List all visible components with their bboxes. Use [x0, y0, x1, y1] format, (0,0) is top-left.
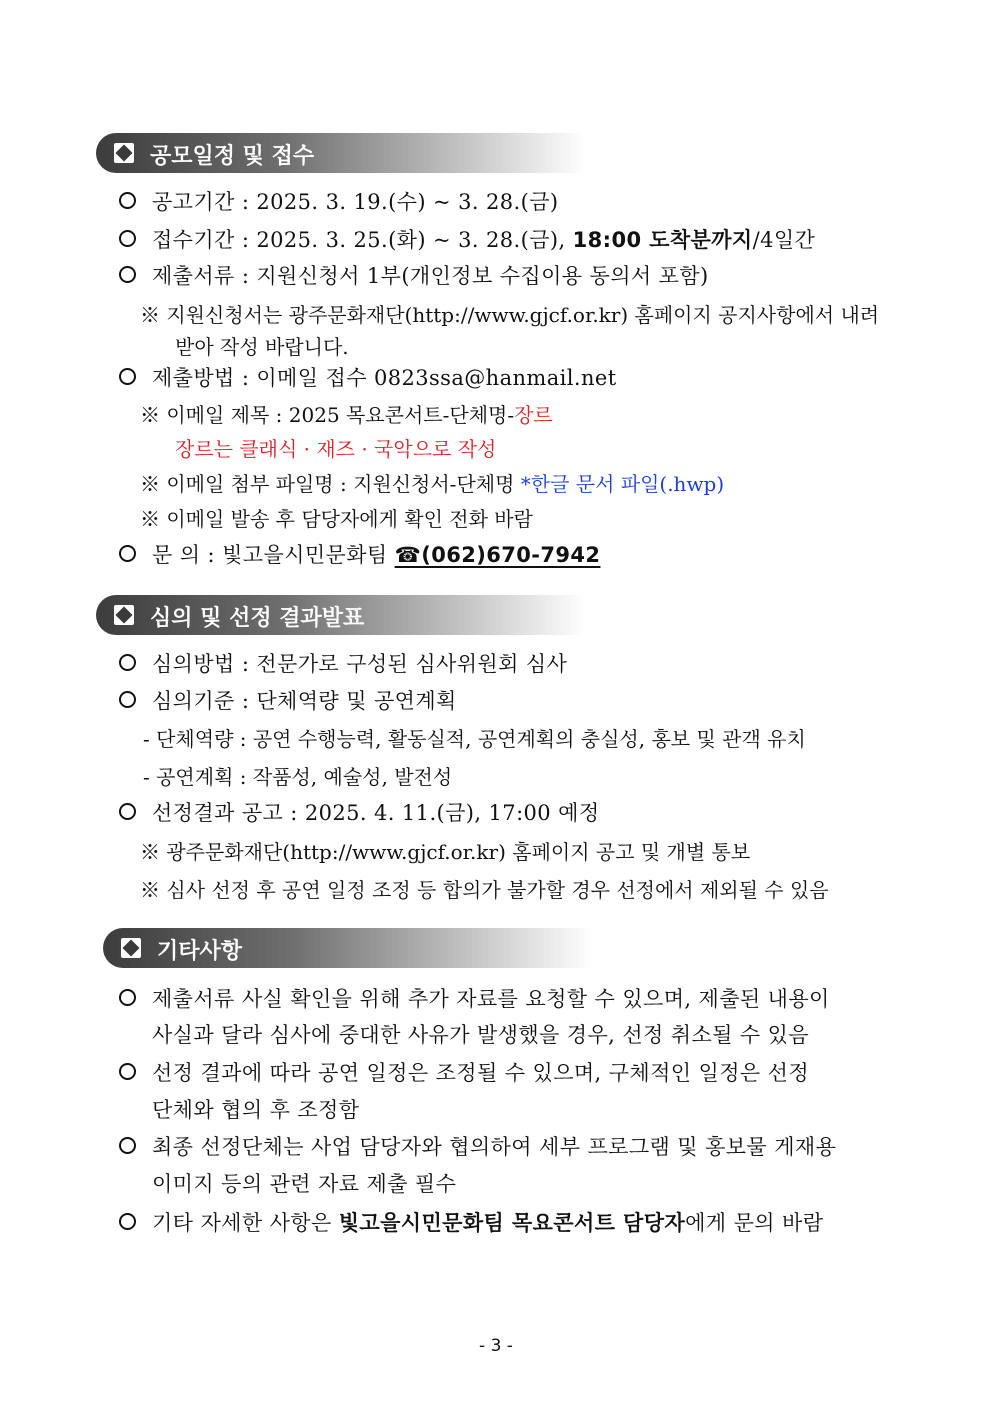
documents-note-cont: 받아 작성 바랍니다. [175, 335, 349, 359]
etc-item-4-suffix: 에게 문의 바람 [685, 1211, 824, 1235]
genre-note: 장르는 클래식 · 재즈 · 국악으로 작성 [175, 437, 497, 461]
result-note: ※ 광주문화재단(http://www.gjcf.or.kr) 홈페이지 공고 및 개별 통보 [140, 840, 751, 864]
circle-bullet-icon [119, 192, 136, 209]
hwp-file-note: *한글 문서 파일(.hwp) [520, 472, 725, 496]
etc-item-4 [152, 1207, 823, 1237]
circle-bullet-icon [119, 989, 136, 1006]
circle-bullet-icon [119, 691, 136, 708]
receipt-deadline: 18:00 도착분까지 [572, 228, 753, 252]
genre-highlight: 장르 [514, 403, 553, 427]
email-subject-format: ※ 이메일 제목 : 2025 목요콘서트-단체명- [140, 403, 515, 427]
confirm-call-note: ※ 이메일 발송 후 담당자에게 확인 전화 바람 [140, 507, 533, 531]
documents-note: ※ 지원신청서는 광주문화재단(http://www.gjcf.or.kr) 홈페이지 공지사항에서 내려 [140, 303, 880, 327]
contact-label: 문 의 : 빛고을시민문화팀 [152, 543, 395, 567]
email-subject-note [140, 399, 553, 428]
section-header-review [96, 595, 586, 635]
announce-period: 공고기간 : 2025. 3. 19.(수) ~ 3. 28.(금) [152, 190, 559, 214]
diamond-icon [121, 938, 141, 958]
circle-bullet-icon [119, 266, 136, 283]
circle-bullet-icon [119, 1213, 136, 1230]
circle-bullet-icon [119, 803, 136, 820]
circle-bullet-icon [119, 654, 136, 671]
diamond-icon [114, 605, 134, 625]
circle-bullet-icon [119, 368, 136, 385]
contact [152, 539, 600, 569]
etc-item-1-cont: 사실과 달라 심사에 중대한 사유가 발생했을 경우, 선정 취소될 수 있음 [152, 1023, 810, 1047]
criteria-plan: - 공연계획 : 작품성, 예술성, 발전성 [143, 765, 453, 789]
section-title: 공모일정 및 접수 [150, 144, 315, 169]
review-method: 심의방법 : 전문가로 구성된 심사위원회 심사 [152, 652, 568, 676]
section-header-etc [103, 928, 593, 968]
etc-item-2-cont: 단체와 협의 후 조정함 [152, 1098, 360, 1122]
section-title: 기타사항 [157, 939, 243, 964]
receipt-duration: /4일간 [752, 228, 816, 252]
circle-bullet-icon [119, 1137, 136, 1154]
receipt-period-dates: 접수기간 : 2025. 3. 25.(화) ~ 3. 28.(금), [152, 228, 573, 252]
etc-item-4-prefix: 기타 자세한 사항은 [152, 1211, 339, 1235]
result-announcement: 선정결과 공고 : 2025. 4. 11.(금), 17:00 예정 [152, 801, 600, 825]
submit-method: 제출방법 : 이메일 접수 0823ssa@hanmail.net [152, 366, 617, 390]
circle-bullet-icon [119, 545, 136, 562]
etc-item-3-cont: 이미지 등의 관련 자료 제출 필수 [152, 1172, 457, 1196]
section-header-schedule [96, 133, 586, 173]
contact-phone: ☎(062)670-7942 [394, 543, 601, 567]
page-number: - 3 - [479, 1336, 513, 1356]
section-title: 심의 및 선정 결과발표 [150, 606, 365, 631]
etc-item-3: 최종 선정단체는 사업 담당자와 협의하여 세부 프로그램 및 홍보물 게재용 [152, 1135, 837, 1159]
criteria-capacity: - 단체역량 : 공연 수행능력, 활동실적, 공연계획의 충실성, 홍보 및 관객 유치 [143, 727, 806, 751]
diamond-icon [114, 143, 134, 163]
exclusion-note: ※ 심사 선정 후 공연 일정 조정 등 합의가 불가할 경우 선정에서 제외될 수 있음 [140, 878, 829, 902]
attachment-filename: ※ 이메일 첨부 파일명 : 지원신청서-단체명 [140, 472, 521, 496]
circle-bullet-icon [119, 230, 136, 247]
submit-documents: 제출서류 : 지원신청서 1부(개인정보 수집이용 동의서 포함) [152, 264, 709, 288]
attachment-note [140, 468, 724, 497]
circle-bullet-icon [119, 1063, 136, 1080]
receipt-period [152, 224, 815, 254]
etc-item-2: 선정 결과에 따라 공연 일정은 조정될 수 있으며, 구체적인 일정은 선정 [152, 1061, 810, 1085]
review-criteria: 심의기준 : 단체역량 및 공연계획 [152, 689, 457, 713]
etc-item-1: 제출서류 사실 확인을 위해 추가 자료를 요청할 수 있으며, 제출된 내용이 [152, 987, 830, 1011]
contact-team: 빛고을시민문화팀 목요콘서트 담당자 [338, 1211, 686, 1235]
